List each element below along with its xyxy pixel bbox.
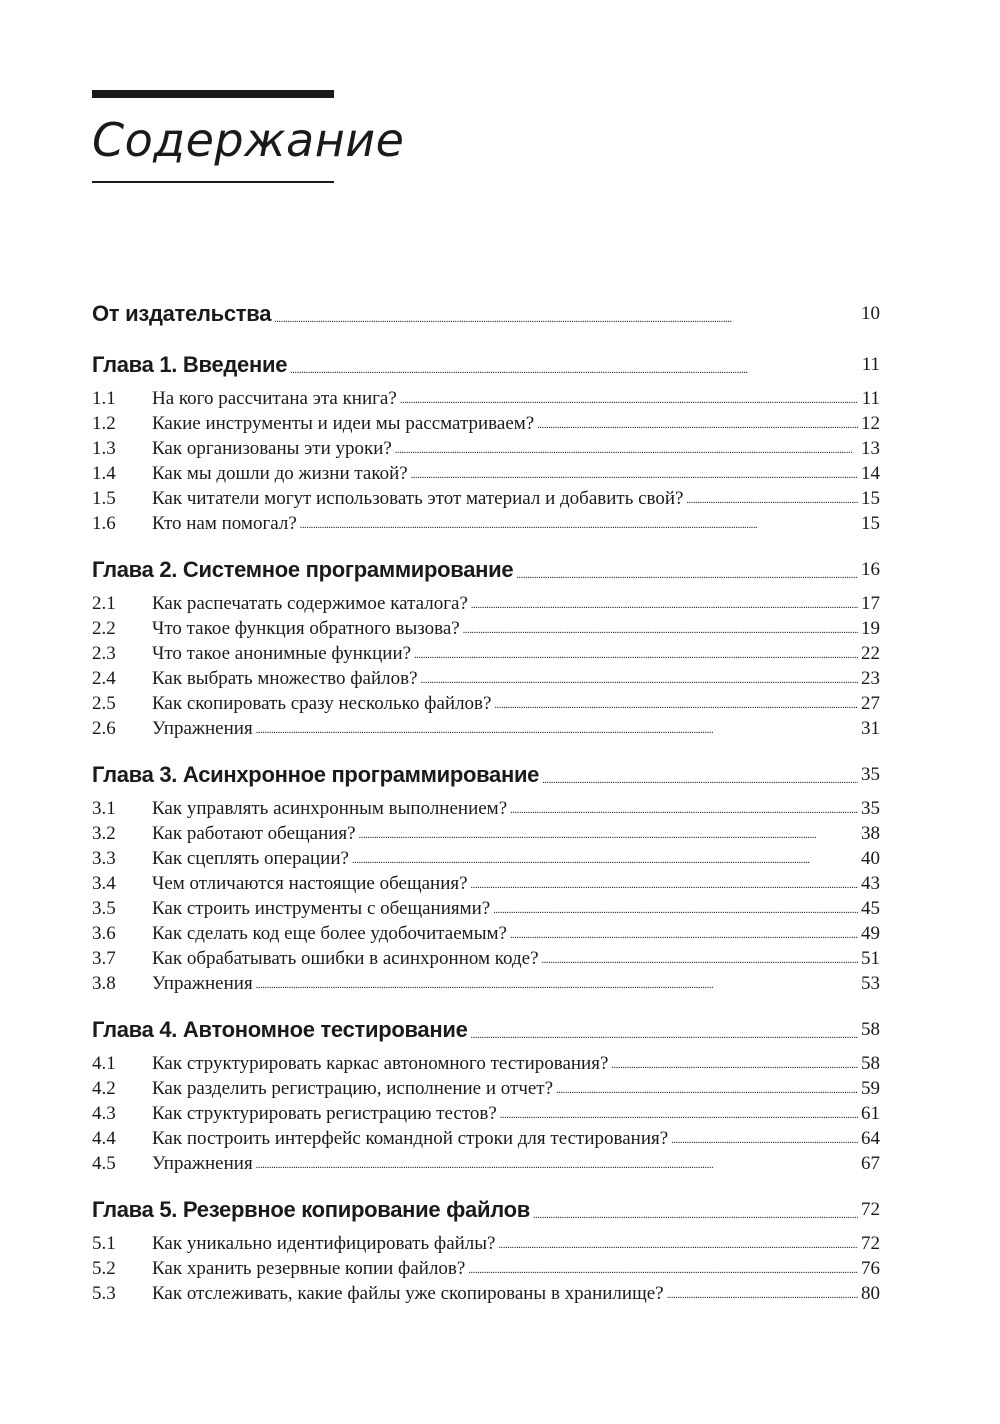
- dot-leader: [471, 591, 858, 616]
- dot-leader: [359, 821, 858, 846]
- dot-leader: [494, 691, 858, 716]
- toc-entry-title: Как работают обещания?: [152, 822, 356, 844]
- toc-entry-title: Упражнения: [152, 1152, 253, 1174]
- toc-entry[interactable]: [92, 946, 880, 971]
- toc-entry-number: 4.4: [92, 1127, 116, 1149]
- dot-leader: [498, 1231, 858, 1256]
- toc-page-number: 67: [861, 1152, 880, 1174]
- dot-leader: [400, 386, 859, 411]
- toc-page-number: 58: [861, 1019, 880, 1040]
- toc-entry-title: Как отслеживать, какие файлы уже скопированы в хранилище?: [152, 1282, 664, 1304]
- toc-chapter-line[interactable]: [92, 1013, 880, 1047]
- dot-leader: [471, 871, 858, 896]
- toc-section: [92, 348, 880, 536]
- toc-page-number: 80: [861, 1282, 880, 1304]
- dot-leader: [256, 1151, 858, 1176]
- toc-entry-title: Как разделить регистрацию, исполнение и отчет?: [152, 1077, 554, 1099]
- toc-chapter-title: Глава 5. Резервное копирование файлов: [92, 1197, 530, 1222]
- toc-entry-title: Как читатели могут использовать этот материал и добавить свой?: [152, 487, 684, 509]
- dot-leader: [667, 1281, 858, 1306]
- toc-entry-title: Что такое анонимные функции?: [152, 642, 412, 664]
- toc-entry-number: 5.1: [92, 1232, 116, 1254]
- page-title: Содержание: [92, 113, 405, 167]
- toc-chapter-title: Глава 2. Системное программирование: [92, 557, 514, 582]
- toc-entry-number: 2.1: [92, 592, 116, 614]
- toc-page-number: 35: [861, 797, 880, 819]
- toc-entry-number: 3.4: [92, 872, 116, 894]
- toc-entry[interactable]: [92, 1281, 880, 1306]
- toc-entry-number: 3.2: [92, 822, 116, 844]
- toc-entry[interactable]: [92, 591, 880, 616]
- dot-leader: [395, 436, 858, 461]
- toc-entry[interactable]: [92, 716, 880, 741]
- toc-page-number: 10: [861, 303, 880, 324]
- toc-page-number: 45: [861, 897, 880, 919]
- dot-leader: [671, 1126, 858, 1151]
- toc-page-number: 49: [861, 922, 880, 944]
- dot-leader: [510, 921, 858, 946]
- toc-entry[interactable]: [92, 1051, 880, 1076]
- dot-leader: [542, 758, 858, 792]
- toc-entry-number: 2.4: [92, 667, 116, 689]
- toc-page-number: 13: [861, 437, 880, 459]
- toc-page-number: 58: [861, 1052, 880, 1074]
- table-of-contents: [92, 297, 880, 1306]
- toc-page-number: 15: [861, 487, 880, 509]
- toc-entry[interactable]: [92, 641, 880, 666]
- toc-entry-title: Как выбрать множество файлов?: [152, 667, 418, 689]
- toc-entry[interactable]: [92, 821, 880, 846]
- toc-entry-number: 3.8: [92, 972, 116, 994]
- toc-entry-title: Какие инструменты и идеи мы рассматриваем?: [152, 412, 535, 434]
- dot-leader: [421, 666, 858, 691]
- toc-entry[interactable]: [92, 616, 880, 641]
- toc-entry-number: 3.5: [92, 897, 116, 919]
- toc-entry-number: 3.1: [92, 797, 116, 819]
- toc-page-number: 61: [861, 1102, 880, 1124]
- toc-entry-title: Как сцеплять операции?: [152, 847, 349, 869]
- toc-page-number: 35: [861, 764, 880, 785]
- toc-entry-title: Как хранить резервные копии файлов?: [152, 1257, 466, 1279]
- toc-entry[interactable]: [92, 436, 880, 461]
- toc-chapter-line[interactable]: [92, 758, 880, 792]
- dot-leader: [493, 896, 858, 921]
- toc-entry-number: 3.3: [92, 847, 116, 869]
- toc-page-number: 23: [861, 667, 880, 689]
- toc-entry[interactable]: [92, 796, 880, 821]
- toc-entry-title: Как скопировать сразу несколько файлов?: [152, 692, 492, 714]
- toc-entry-title: Кто нам помогал?: [152, 512, 297, 534]
- toc-page-number: 53: [861, 972, 880, 994]
- toc-page-number: 22: [861, 642, 880, 664]
- toc-entry-number: 1.4: [92, 462, 116, 484]
- toc-chapter-title: Глава 3. Асинхронное программирование: [92, 762, 540, 787]
- toc-entry-number: 1.3: [92, 437, 116, 459]
- toc-page-number: 14: [861, 462, 880, 484]
- toc-entry-number: 2.3: [92, 642, 116, 664]
- toc-entry[interactable]: [92, 1256, 880, 1281]
- toc-entry[interactable]: [92, 921, 880, 946]
- toc-entry-number: 5.2: [92, 1257, 116, 1279]
- toc-entry[interactable]: [92, 971, 880, 996]
- toc-section: [92, 553, 880, 741]
- title-top-rule: [92, 90, 334, 98]
- toc-page-number: 51: [861, 947, 880, 969]
- toc-entry[interactable]: [92, 1126, 880, 1151]
- toc-section: [92, 297, 880, 331]
- toc-page-number: 11: [861, 387, 880, 409]
- toc-entry[interactable]: [92, 691, 880, 716]
- toc-entry-title: Как строить инструменты с обещаниями?: [152, 897, 491, 919]
- toc-entry[interactable]: [92, 1231, 880, 1256]
- toc-entry-title: Как распечатать содержимое каталога?: [152, 592, 468, 614]
- dot-leader: [542, 946, 858, 971]
- toc-entry-number: 1.6: [92, 512, 116, 534]
- toc-entry[interactable]: [92, 1101, 880, 1126]
- toc-page-number: 43: [861, 872, 880, 894]
- toc-entry-number: 3.7: [92, 947, 116, 969]
- toc-entry-title: Что такое функция обратного вызова?: [152, 617, 460, 639]
- toc-entry[interactable]: [92, 386, 880, 411]
- toc-entry-title: Как структурировать каркас автономного тестирования?: [152, 1052, 609, 1074]
- toc-page-number: 17: [861, 592, 880, 614]
- dot-leader: [468, 1256, 858, 1281]
- dot-leader: [414, 641, 858, 666]
- toc-page-number: 38: [861, 822, 880, 844]
- toc-entry-title: Как управлять асинхронным выполнением?: [152, 797, 508, 819]
- toc-entry-title: Как мы дошли до жизни такой?: [152, 462, 408, 484]
- toc-entry-number: 1.1: [92, 387, 116, 409]
- toc-page-number: 59: [861, 1077, 880, 1099]
- toc-entry-title: Как сделать код еще более удобочитаемым?: [152, 922, 507, 944]
- dot-leader: [256, 716, 858, 741]
- toc-chapter-line[interactable]: [92, 348, 880, 382]
- dot-leader: [290, 348, 859, 382]
- dot-leader: [533, 1193, 858, 1227]
- toc-entry-title: Как построить интерфейс командной строки для тестирования?: [152, 1127, 669, 1149]
- dot-leader: [300, 511, 858, 536]
- toc-entry[interactable]: [92, 871, 880, 896]
- toc-chapter-line[interactable]: [92, 297, 880, 331]
- toc-entry-title: Как уникально идентифицировать файлы?: [152, 1232, 496, 1254]
- toc-entry[interactable]: [92, 511, 880, 536]
- toc-entry[interactable]: [92, 486, 880, 511]
- toc-entry-title: На кого рассчитана эта книга?: [152, 387, 397, 409]
- toc-entry-number: 4.3: [92, 1102, 116, 1124]
- dot-leader: [256, 971, 858, 996]
- toc-entry-number: 1.2: [92, 412, 116, 434]
- toc-entry[interactable]: [92, 846, 880, 871]
- toc-page-number: 76: [861, 1257, 880, 1279]
- toc-chapter-title: Глава 1. Введение: [92, 352, 288, 377]
- dot-leader: [274, 297, 858, 331]
- toc-entry-title: Как структурировать регистрацию тестов?: [152, 1102, 497, 1124]
- toc-page-number: 12: [861, 412, 880, 434]
- toc-section: [92, 1013, 880, 1176]
- toc-entry[interactable]: [92, 461, 880, 486]
- title-bottom-rule: [92, 181, 334, 183]
- toc-section: [92, 758, 880, 996]
- dot-leader: [500, 1101, 858, 1126]
- toc-entry-title: Чем отличаются настоящие обещания?: [152, 872, 468, 894]
- dot-leader: [352, 846, 858, 871]
- toc-entry-number: 4.2: [92, 1077, 116, 1099]
- toc-page-number: 19: [861, 617, 880, 639]
- toc-chapter-line[interactable]: [92, 1193, 880, 1227]
- toc-chapter-title: Глава 4. Автономное тестирование: [92, 1017, 468, 1042]
- toc-entry-number: 2.6: [92, 717, 116, 739]
- toc-page-number: 16: [861, 559, 880, 580]
- dot-leader: [411, 461, 858, 486]
- dot-leader: [556, 1076, 858, 1101]
- dot-leader: [463, 616, 858, 641]
- toc-entry[interactable]: [92, 411, 880, 436]
- toc-page-number: 64: [861, 1127, 880, 1149]
- dot-leader: [537, 411, 858, 436]
- toc-entry[interactable]: [92, 666, 880, 691]
- toc-page-number: 31: [861, 717, 880, 739]
- toc-entry[interactable]: [92, 1076, 880, 1101]
- toc-entry-number: 2.2: [92, 617, 116, 639]
- dot-leader: [471, 1013, 858, 1047]
- toc-entry-number: 3.6: [92, 922, 116, 944]
- toc-entry-title: Как обрабатывать ошибки в асинхронном коде?: [152, 947, 539, 969]
- toc-entry-title: Как организованы эти уроки?: [152, 437, 392, 459]
- toc-chapter-line[interactable]: [92, 553, 880, 587]
- toc-entry-number: 2.5: [92, 692, 116, 714]
- toc-entry-number: 4.1: [92, 1052, 116, 1074]
- toc-entry[interactable]: [92, 896, 880, 921]
- toc-chapter-title: От издательства: [92, 301, 272, 326]
- toc-page-number: 11: [861, 354, 880, 375]
- dot-leader: [686, 486, 858, 511]
- toc-page-number: 72: [861, 1232, 880, 1254]
- toc-entry-number: 1.5: [92, 487, 116, 509]
- toc-entry-number: 4.5: [92, 1152, 116, 1174]
- toc-page-number: 40: [861, 847, 880, 869]
- toc-section: [92, 1193, 880, 1306]
- dot-leader: [510, 796, 858, 821]
- toc-entry-title: Упражнения: [152, 972, 253, 994]
- toc-page-number: 27: [861, 692, 880, 714]
- toc-page-number: 15: [861, 512, 880, 534]
- toc-entry-title: Упражнения: [152, 717, 253, 739]
- dot-leader: [611, 1051, 858, 1076]
- dot-leader: [516, 553, 858, 587]
- toc-page-number: 72: [861, 1199, 880, 1220]
- toc-entry-number: 5.3: [92, 1282, 116, 1304]
- toc-entry[interactable]: [92, 1151, 880, 1176]
